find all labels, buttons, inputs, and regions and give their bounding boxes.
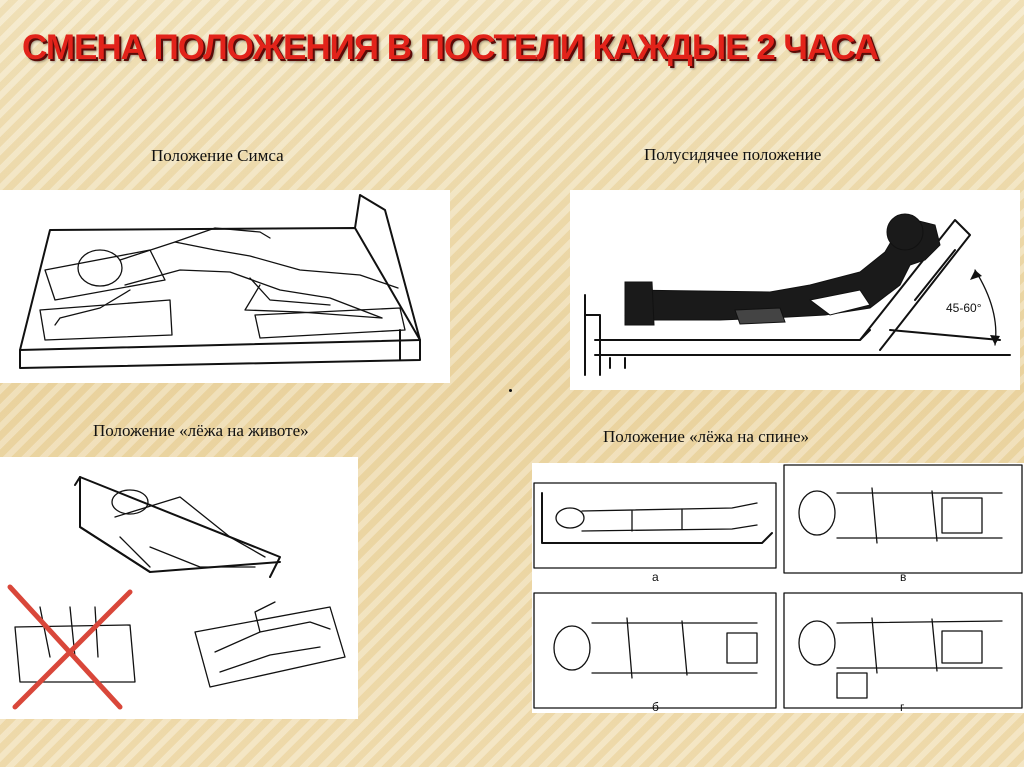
caption-sims-position: Положение Симса [151, 146, 284, 165]
supine-subfigure-g [784, 593, 1022, 713]
prone-position-illustration [0, 457, 358, 719]
semi-sitting-position-illustration [570, 190, 1020, 390]
supine-label-g: г [900, 700, 905, 713]
supine-subfigure-v [784, 465, 1022, 584]
supine-label-a: а [652, 570, 659, 584]
slide-title: СМЕНА ПОЛОЖЕНИЯ В ПОСТЕЛИ КАЖДЫЕ 2 ЧАСА [22, 28, 879, 67]
supine-subfigure-a [534, 483, 776, 584]
supine-label-v: в [900, 570, 907, 584]
supine-subfigure-b [534, 593, 776, 713]
stray-dot [509, 389, 512, 392]
caption-supine-position: Положение «лёжа на спине» [603, 427, 810, 446]
supine-position-illustration [532, 463, 1024, 713]
angle-label: 45-60° [946, 301, 982, 315]
caption-semi-sitting-position: Полусидячее положение [644, 145, 822, 164]
sims-position-illustration [0, 190, 450, 383]
caption-prone-position: Положение «лёжа на животе» [93, 421, 309, 440]
supine-label-b: б [652, 700, 659, 713]
